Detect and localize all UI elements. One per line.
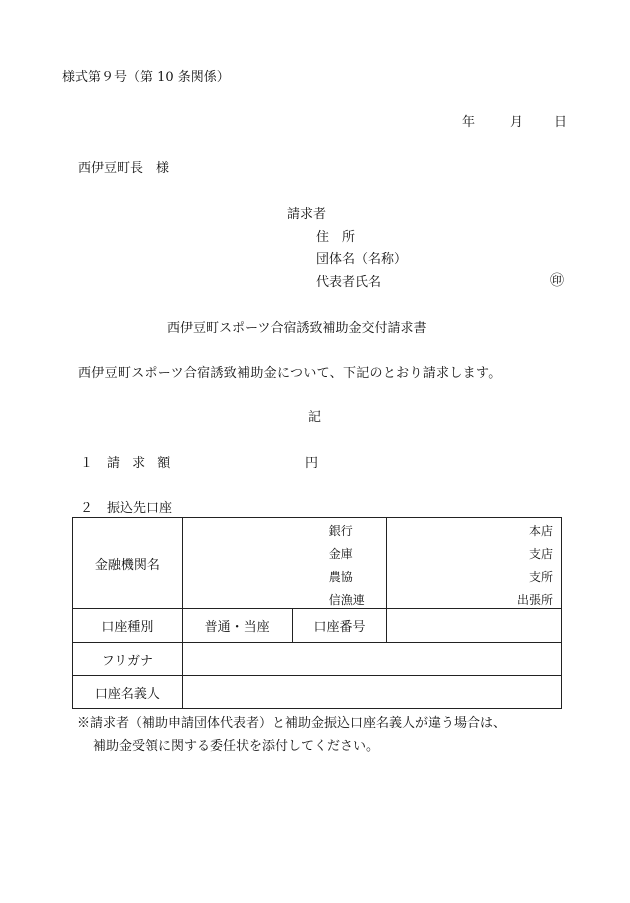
institution-type-bank: 銀行 — [328, 524, 353, 538]
bank-account-table — [72, 517, 562, 709]
address-label: 住 所 — [316, 230, 356, 245]
holder-row — [73, 676, 562, 709]
form-number: 様式第９号（第 10 条関係） — [62, 70, 230, 85]
body-text: 西伊豆町スポーツ合宿誘致補助金について、下記のとおり請求します。 — [78, 366, 502, 381]
item1-number: １ — [80, 456, 94, 471]
item1-label: 請 求 額 — [107, 456, 175, 471]
institution-row — [73, 518, 562, 609]
date-month: 月 — [510, 115, 524, 130]
account-type-row — [73, 609, 562, 643]
note-line-2: 補助金受領に関する委任状を添付してください。 — [93, 739, 380, 754]
furigana-label: フリガナ — [73, 643, 183, 676]
institution-type-shingyoren: 信漁連 — [328, 593, 365, 607]
account-number-label: 口座番号 — [292, 609, 387, 643]
item1-unit: 円 — [305, 456, 319, 471]
account-number-field[interactable] — [387, 609, 562, 643]
holder-label: 口座名義人 — [73, 676, 183, 709]
org-label: 団体名（名称） — [316, 252, 408, 267]
institution-type-kinko: 金庫 — [328, 547, 353, 561]
furigana-row — [73, 643, 562, 676]
holder-field[interactable] — [182, 676, 561, 709]
addressee: 西伊豆町長 様 — [78, 161, 170, 176]
claimant-heading: 請求者 — [287, 207, 327, 222]
date-day: 日 — [554, 115, 568, 130]
institution-name-cell[interactable] — [182, 518, 387, 609]
seal-mark: ㊞ — [550, 273, 564, 289]
institution-label: 金融機関名 — [73, 518, 183, 609]
branch-type-shutchojo: 出張所 — [516, 593, 553, 607]
rep-label: 代表者氏名 — [316, 275, 382, 290]
account-type-label: 口座種別 — [73, 609, 183, 643]
branch-type-honten: 本店 — [528, 524, 553, 538]
account-type-value[interactable]: 普通・当座 — [182, 609, 292, 643]
ki-heading: 記 — [308, 410, 322, 425]
date-year: 年 — [462, 115, 476, 130]
branch-type-shiten: 支店 — [528, 547, 553, 561]
branch-type-shisho: 支所 — [528, 570, 553, 584]
item2-number: ２ — [80, 501, 94, 516]
branch-name-cell[interactable] — [387, 518, 562, 609]
document-title: 西伊豆町スポーツ合宿誘致補助金交付請求書 — [167, 321, 427, 336]
institution-type-nokyo: 農協 — [328, 570, 353, 584]
note-line-1: ※請求者（補助申請団体代表者）と補助金振込口座名義人が違う場合は、 — [77, 716, 507, 731]
item2-label: 振込先口座 — [107, 501, 173, 516]
furigana-field[interactable] — [182, 643, 561, 676]
